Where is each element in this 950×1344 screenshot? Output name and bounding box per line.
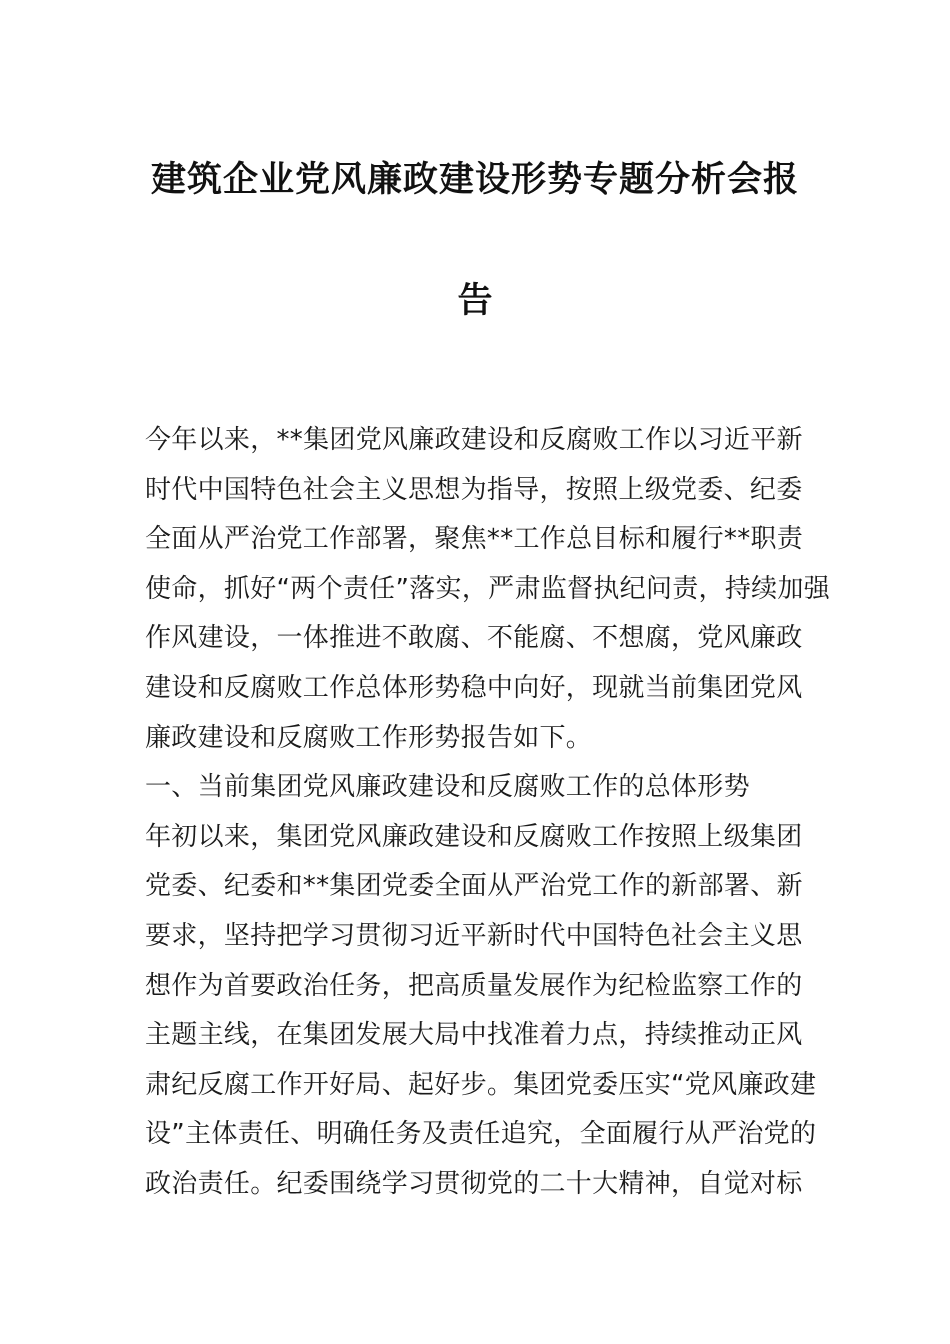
body-line: 肃纪反腐工作开好局、起好步。集团党委压实“党风廉政建 — [145, 1069, 817, 1100]
body-line: 作风建设，一体推进不敢腐、不能腐、不想腐，党风廉政 — [145, 623, 803, 654]
document-title-line-2: 告 — [457, 281, 493, 321]
body-line: 年初以来，集团党风廉政建设和反腐败工作按照上级集团 — [145, 821, 803, 852]
body-line: 设”主体责任、明确任务及责任追究，全面履行从严治党的 — [145, 1119, 817, 1150]
document-body — [145, 416, 831, 1210]
body-line: 使命，抓好“两个责任”落实，严肃监督执纪问责，持续加强 — [145, 573, 831, 604]
body-line: 廉政建设和反腐败工作形势报告如下。 — [145, 722, 593, 753]
body-line: 想作为首要政治任务，把高质量发展作为纪检监察工作的 — [145, 970, 803, 1001]
body-line: 要求，坚持把学习贯彻习近平新时代中国特色社会主义思 — [145, 920, 803, 951]
body-line: 建设和反腐败工作总体形势稳中向好，现就当前集团党风 — [145, 672, 803, 703]
body-line: 时代中国特色社会主义思想为指导，按照上级党委、纪委 — [145, 474, 803, 505]
body-line: 政治责任。纪委围绕学习贯彻党的二十大精神，自觉对标 — [145, 1168, 803, 1199]
body-line: 党委、纪委和**集团党委全面从严治党工作的新部署、新 — [145, 871, 803, 902]
section-heading: 一、当前集团党风廉政建设和反腐败工作的总体形势 — [145, 772, 750, 803]
body-line: 主题主线，在集团发展大局中找准着力点，持续推动正风 — [145, 1020, 803, 1051]
body-line: 今年以来，**集团党风廉政建设和反腐败工作以习近平新 — [145, 425, 803, 455]
body-line: 全面从严治党工作部署，聚焦**工作总目标和履行**职责 — [145, 524, 804, 555]
document-title-line-1: 建筑企业党风廉政建设形势专题分析会报 — [150, 160, 799, 200]
